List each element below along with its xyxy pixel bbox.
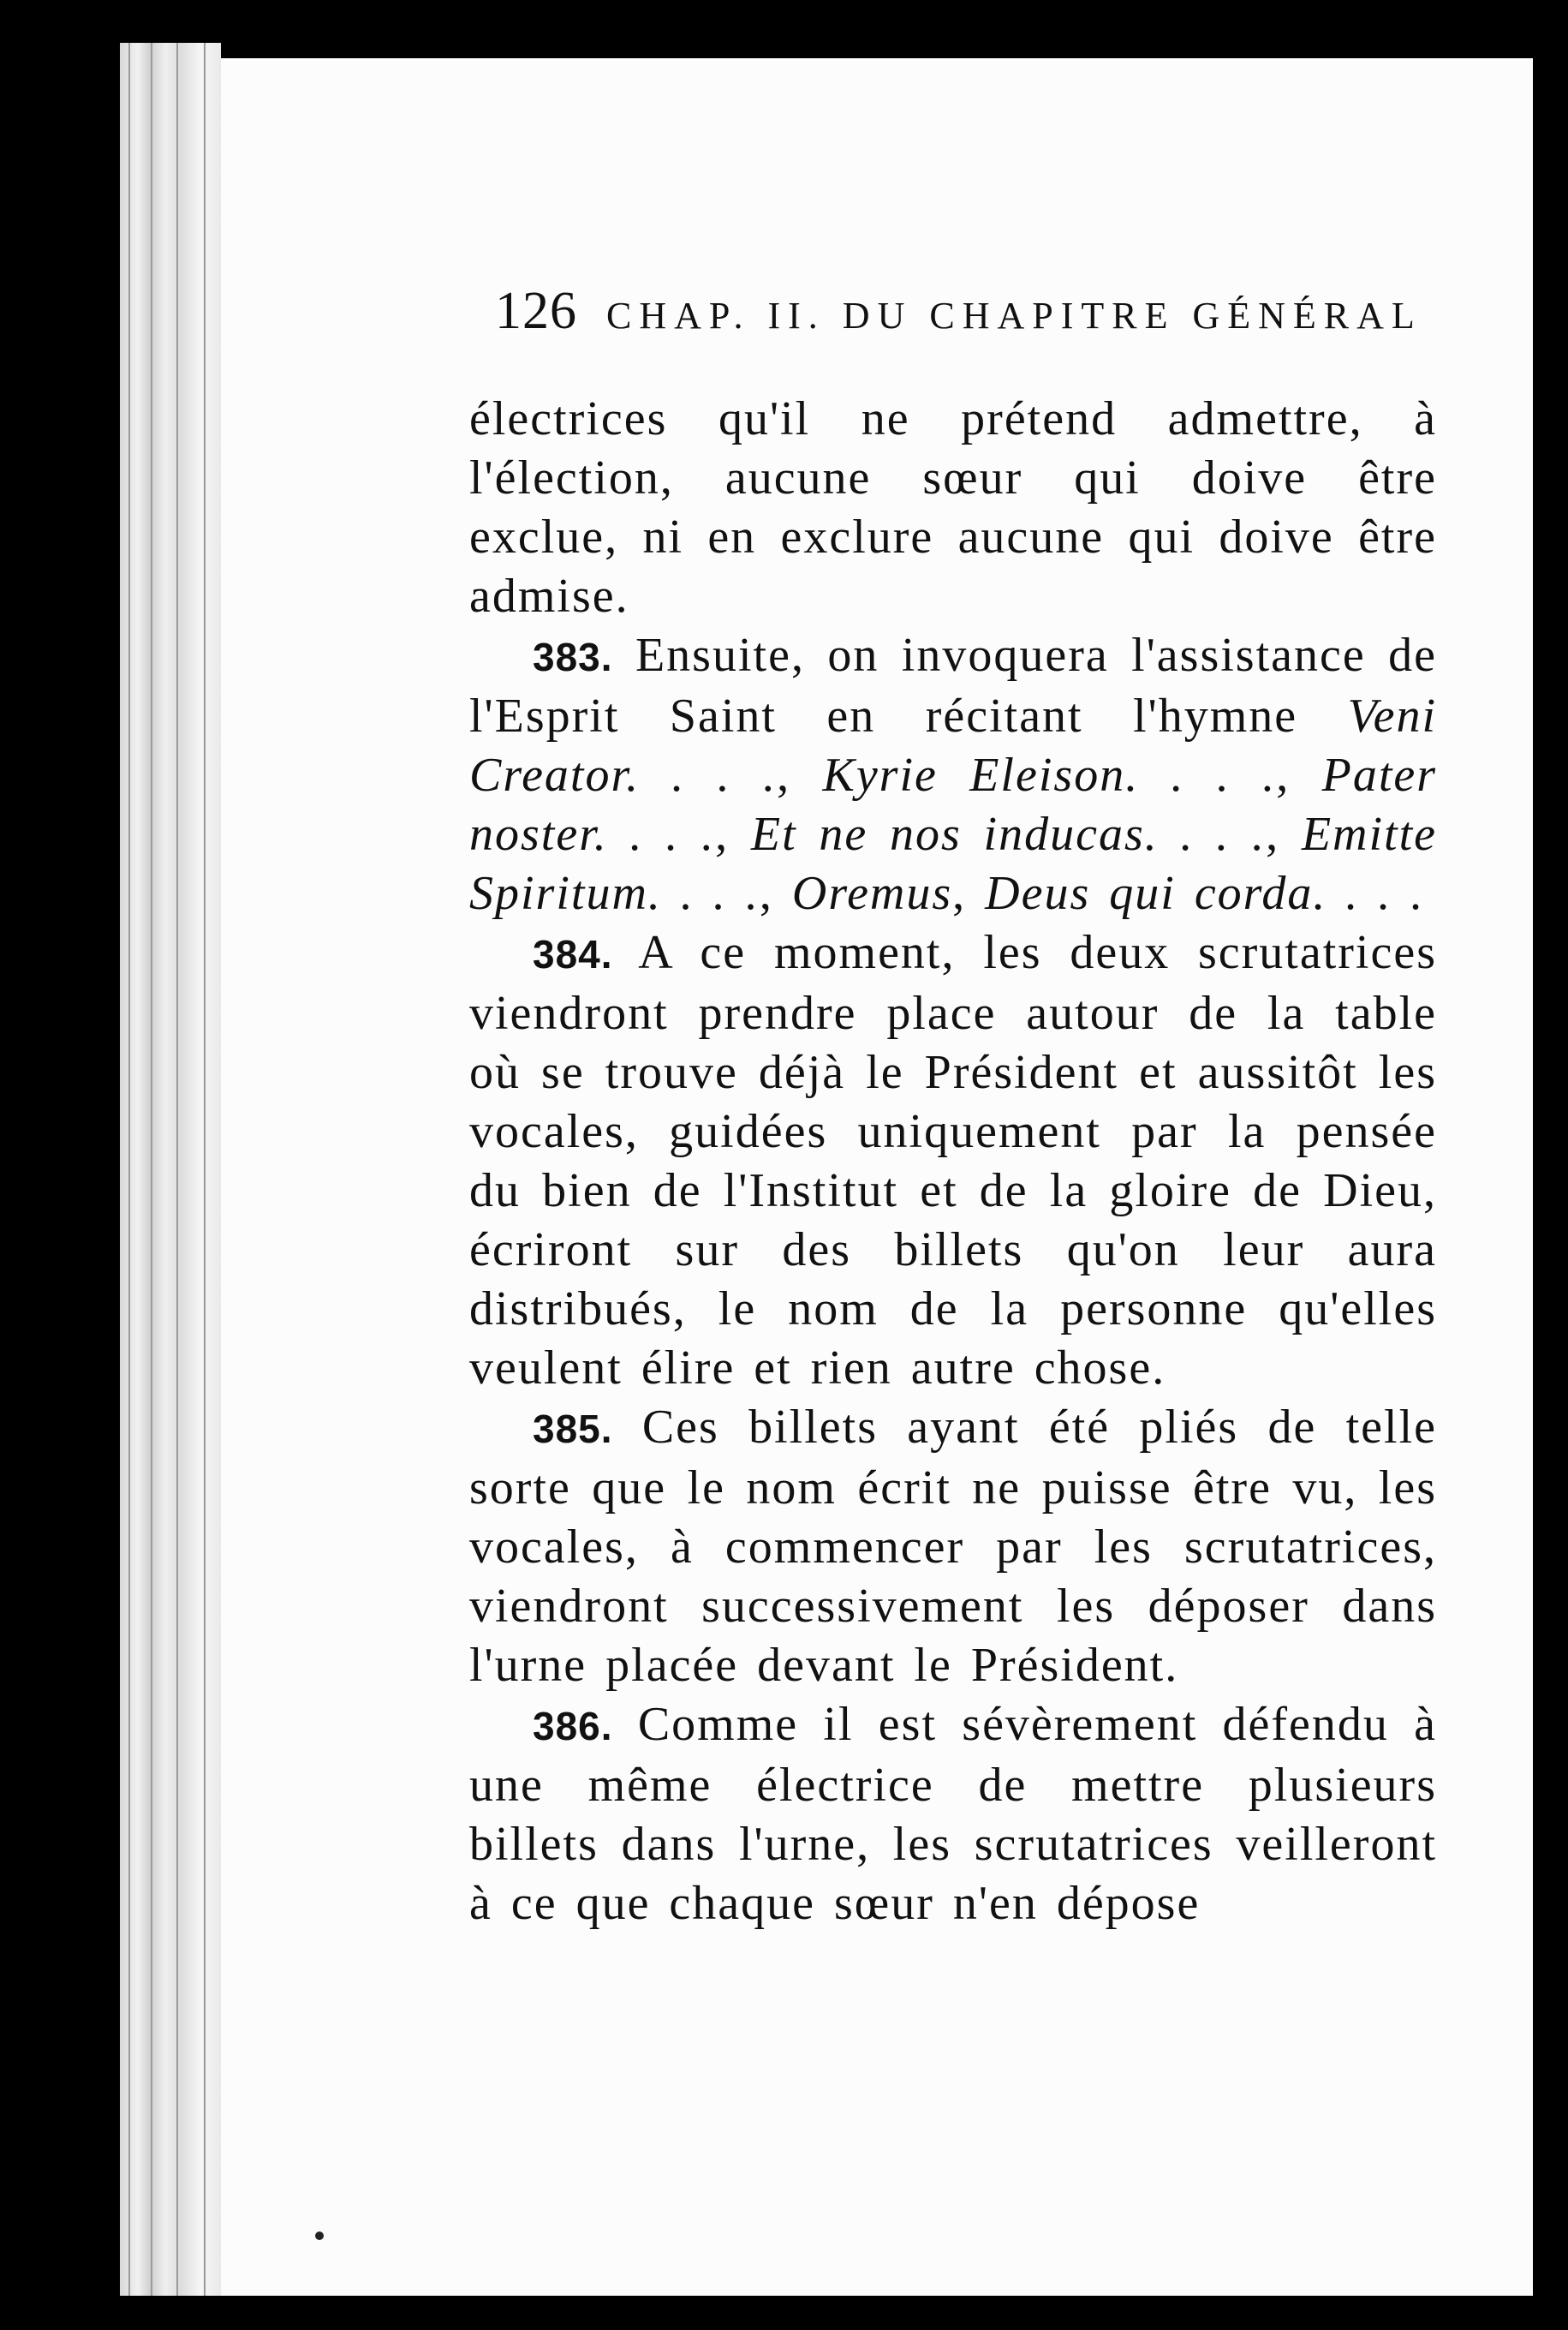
paragraph-number: 386.	[533, 1704, 613, 1748]
gutter-line	[151, 43, 152, 2296]
prayer-title: Kyrie Eleison. . . .	[822, 749, 1277, 802]
prayer-title: Emitte Spiritum. . . .	[469, 808, 1438, 920]
prayer-title: Deus qui corda. . . .	[985, 867, 1425, 920]
separator: ,	[715, 808, 730, 861]
paragraph-text: Comme il est sévèrement défendu à une même électrice de mettre plusieurs billets dans l'urne, les scrutatrices veilleront à ce que chaque sœur n'en dépose	[469, 1698, 1438, 1930]
separator: ,	[1276, 749, 1291, 802]
paragraph-text: électrices qu'il ne prétend admettre, à l'élection, aucune sœur qui doive être exclue, ni en exclure aucune qui doive être admise.	[469, 392, 1437, 623]
ink-speck	[315, 2231, 324, 2240]
separator: ,	[952, 867, 967, 920]
page-header	[495, 281, 1437, 350]
gutter-line	[128, 43, 130, 2296]
paragraph-383	[469, 626, 1437, 923]
paragraph-continuation	[469, 390, 1437, 626]
separator: ,	[777, 749, 791, 802]
separator: ,	[1266, 808, 1280, 861]
separator: ,	[759, 867, 773, 920]
running-head: CHAP. II. DU CHAPITRE GÉNÉRAL	[606, 295, 1422, 337]
paragraph-385	[469, 1398, 1437, 1695]
body-text	[469, 390, 1437, 1933]
paragraph-number: 383.	[533, 635, 613, 679]
gutter-line	[176, 43, 178, 2296]
prayer-title: Oremus	[791, 867, 953, 920]
page-number: 126	[495, 282, 577, 340]
paragraph-386	[469, 1695, 1437, 1933]
paragraph-number: 384.	[533, 932, 613, 977]
gutter-line	[204, 43, 206, 2296]
paragraph-text: Ensuite, on invoquera l'assistance de l'Esprit Saint en récitant l'hymne	[469, 629, 1438, 743]
prayer-title: Veni Creator. . . .	[469, 690, 1438, 802]
prayer-title: Pater noster. . . .	[469, 749, 1438, 861]
paragraph-384	[469, 923, 1437, 1398]
paragraph-text: A ce moment, les deux scrutatrices viendront prendre place autour de la table où se trouve déjà le Président et aussitôt les vocales, guidées uniquement par la pensée du bien de l'Institut et de la gloire de Dieu, écriront sur des billets qu'on leur aura distribués, le nom de la personne qu'elles veulent élire et rien autre chose.	[469, 926, 1437, 1395]
paragraph-text: Ces billets ayant été pliés de telle sorte que le nom écrit ne puisse être vu, les vocales, à commencer par les scrutatrices, viendront successivement les déposer dans l'urne placée devant le Président.	[469, 1401, 1437, 1692]
binding-gutter	[120, 43, 221, 2296]
paragraph-number: 385.	[533, 1407, 613, 1451]
prayer-title: Et ne nos inducas. . . .	[750, 808, 1267, 861]
